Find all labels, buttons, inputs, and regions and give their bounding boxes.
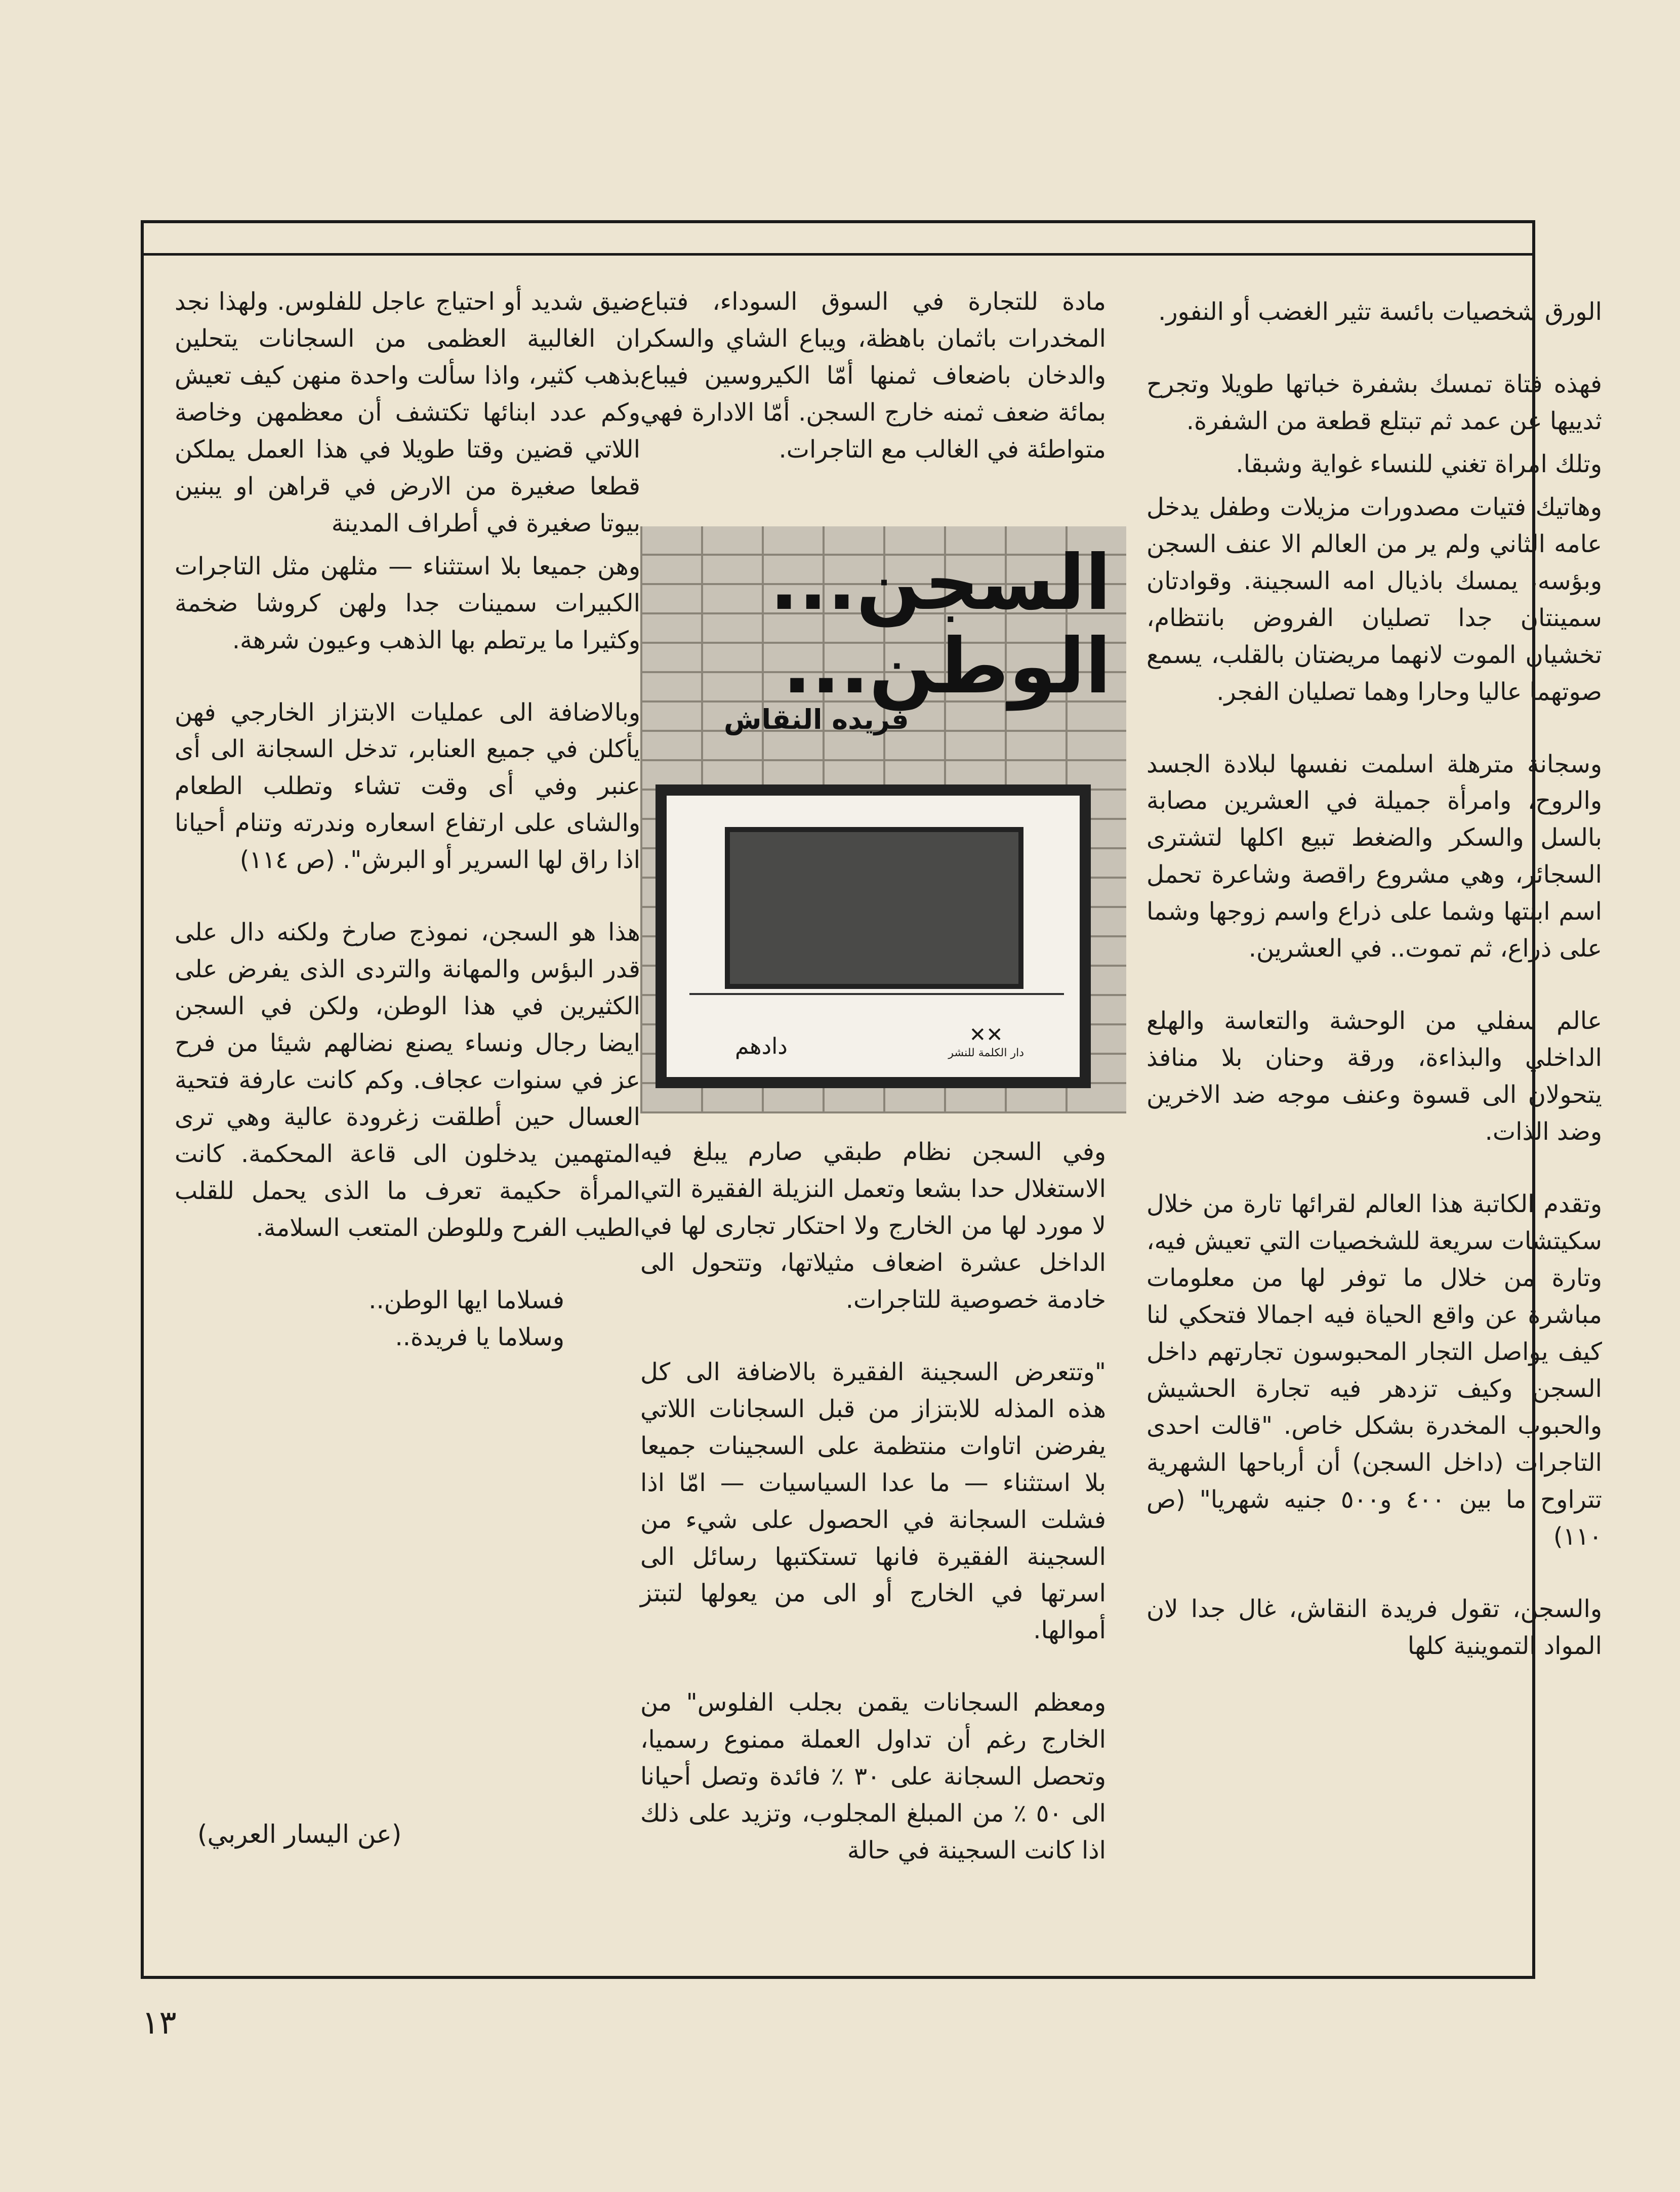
header-rule — [141, 253, 1535, 256]
book-cover-logo-text: دادهم — [735, 1033, 788, 1059]
page-number: ١٣ — [142, 2004, 177, 2042]
article-column-left — [175, 283, 640, 1356]
book-cover-title-line: الوطن... — [783, 623, 1111, 711]
article-column-right — [1146, 294, 1602, 1700]
paragraph: وتقدم الكاتبة هذا العالم لقرائها تارة من خلال سكيتشات سريعة للشخصيات التي تعيش فيه، وتارة من خلال ما توفر لها من معلومات مباشرة عن واقع الحياة فيه اجمالا فتحكي لنا كيف يواصل التجار المحبوسون تجارتهم داخل السجن وكيف تزدهر فيه تجارة الحشيش والحبوب المخدرة بشكل خاص. "قالت احدى التاجرات (داخل السجن) أن أرباحها الشهرية تتراوح ما بين ٤٠٠ و٥٠٠ جنيه شهريا" (ص ١١٠) — [1146, 1190, 1603, 1551]
signoff-line: وسلاما يا فريدة.. — [395, 1322, 564, 1351]
article-column-middle-bottom — [640, 1134, 1106, 1905]
paragraph: وهاتيك فتيات مصدورات مزيلات وطفل يدخل عامه الثاني ولم ير من العالم الا عنف السجن وبؤسه، يمسك باذيال امه السجينة. وقوادتان سمينتان جدا تصليان الفروض بانتظام، تخشيان الموت لانهما مريضتان بالقلب، يسمع صوتهما عاليا وحارا وهما تصليان الفجر. — [1146, 492, 1602, 706]
publisher-mark-icon: ✕✕ — [969, 1023, 1003, 1047]
book-cover-title — [769, 539, 1111, 711]
paragraph: وفي السجن نظام طبقي صارم يبلغ فيه الاستغلال حدا بشعا وتعمل النزيلة الفقيرة التي لا مورد لها من الخارج ولا احتكار تجارى لها في الداخل عشرة اضعاف مثيلاتها، وتتحول الى خادمة خصوصية للتاجرات. — [640, 1138, 1106, 1314]
paragraph: عالم سفلي من الوحشة والتعاسة والهلع الداخلي والبذاءة، ورقة وحنان بلا منافذ يتحولان الى قسوة وعنف موجه ضد الاخرين وضد الذات. — [1146, 1007, 1602, 1146]
signoff-line: فسلاما ايها الوطن.. — [368, 1286, 564, 1314]
paragraph: فهذه فتاة تمسك بشفرة خباتها طويلا وتجرح ثدييها عن عمد ثم تبتلع قطعة من الشفرة. — [1146, 369, 1602, 435]
book-cover-window-illustration — [655, 784, 1091, 1088]
book-cover-author: فريده النقاش — [724, 704, 909, 735]
publisher-name: دار الكلمة للنشر — [948, 1047, 1024, 1059]
paragraph: ضيق شديد أو احتياج عاجل للفلوس. ولهذا نجد ان الغالبية العظمى من السجانات يتحلين بذهب كثير، واذا سألت واحدة منهن كيف تعيش وكم عدد ابنائها تكتشف أن معظمهن وخاصة اللاتي قضين وقتا طويلا في هذا العمل يملكن قطعا صغيرة من الارض في قراهن او يبنين بيوتا صغيرة في أطراف المدينة — [175, 287, 640, 537]
paragraph: مادة للتجارة في السوق السوداء، فتباع المخدرات باثمان باهظة، ويباع الشاي والسكر والدخان باضعاف ثمنها أمّا الكيروسين فيباع بمائة ضعف ثمنه خارج السجن. أمّا الادارة فهي متواطئة في الغالب مع التاجرات. — [640, 287, 1106, 464]
article-column-middle-top — [640, 283, 1106, 504]
paragraph: وسجانة مترهلة اسلمت نفسها لبلادة الجسد والروح، وامرأة جميلة في العشرين مصابة بالسل والسكر والضغط تبيع اكلها لتشترى السجائر، وهي مشروع راقصة وشاعرة تحمل اسم ابنتها وشما على ذراع واسم زوجها وشما على ذراع، ثم تموت.. في العشرين. — [1146, 750, 1602, 963]
paragraph: الورق شخصيات بائسة تثير الغضب أو النفور. — [1158, 298, 1602, 326]
window-pane — [725, 827, 1023, 989]
paragraph: وبالاضافة الى عمليات الابتزاز الخارجي فهن يأكلن في جميع العنابر، تدخل السجانة الى أى عنبر وفي أى وقت تشاء وتطلب الطعام والشاى على ارتفاع اسعاره وندرته وتنام أحيانا اذا راق لها السرير أو البرش". (ص ١١٤) — [175, 698, 640, 875]
book-cover-image — [640, 526, 1126, 1113]
book-cover-title-line: السجن... — [769, 539, 1111, 627]
publisher-logo — [948, 1023, 1024, 1059]
paragraph: وتلك امراة تغني للنساء غواية وشبقا. — [1236, 449, 1602, 478]
paragraph: "وتتعرض السجينة الفقيرة بالاضافة الى كل هذه المذله للابتزاز من قبل السجانات اللاتي يفرضن اتاوات منتظمة على السجينات جميعا بلا استثناء — ما عدا السياسيات — امّا اذا فشلت السجانة في الحصول على شيء من السجينة الفقيرة فانها تستكتبها رسائل الى اسرتها في الخارج أو الى من يعولها لتبتز أموالها. — [640, 1357, 1106, 1645]
paragraph: وهن جميعا بلا استثناء — مثلهن مثل التاجرات الكبيرات سمينات جدا ولهن كروشا ضخمة وكثيرا ما يرتطم بها الذهب وعيون شرهة. — [175, 552, 640, 654]
paragraph: والسجن، تقول فريدة النقاش، غال جدا لان المواد التموينية كلها — [1146, 1594, 1602, 1660]
paragraph: ومعظم السجانات يقمن بجلب الفلوس" من الخارج رغم أن تداول العملة ممنوع رسميا، وتحصل السجانة على ٣٠ ٪ فائدة وتصل أحيانا الى ٥٠ ٪ من المبلغ المجلوب، وتزيد على ذلك اذا كانت السجينة في حالة — [640, 1688, 1107, 1865]
source-credit: (عن اليسار العربي) — [197, 1819, 402, 1849]
paragraph: هذا هو السجن، نموذج صارخ ولكنه دال على قدر البؤس والمهانة والتردى الذى يفرض على الكثيرين في هذا الوطن، ولكن في السجن ايضا رجال ونساء يصنع نضالهم شيئا من فرح عز في سنوات عجاف. وكم كانت عارفة فتحية العسال حين أطلقت زغرودة عالية وهي ترى المتهمين يدخلون الى قاعة المحكمة. كانت المرأة حكيمة تعرف ما الذى يحمل للقلب الطيب الفرح وللوطن المتعب السلامة. — [175, 918, 640, 1242]
signoff — [175, 1282, 564, 1356]
